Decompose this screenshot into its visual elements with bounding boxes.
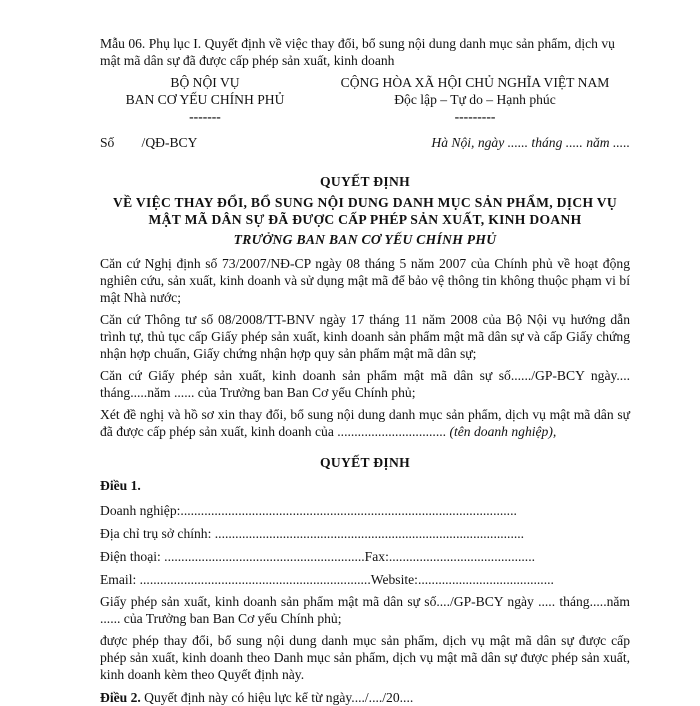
decision-heading: QUYẾT ĐỊNH — [320, 455, 410, 470]
article-2-text: Quyết định này có hiệu lực kể từ ngày..../..../20.... — [140, 690, 414, 705]
request-text: Xét đề nghị và hồ sơ xin thay đổi, bổ sung nội dung danh mục sản phẩm, dịch vụ mật mã dân sự đã được cấp phép sản xuất, kinh doanh của ................................ — [100, 407, 630, 439]
reference-row — [100, 134, 630, 151]
legal-basis-3: Căn cứ Giấy phép sản xuất, kinh doanh sản phẩm mật mã dân sự số....../GP-BCY ngày.... tháng.....năm ...... của Trưởng ban Ban Cơ yếu Chính phủ; — [100, 368, 630, 400]
enterprise-field: Doanh nghiệp:................................................................................................... — [100, 503, 517, 518]
license-paragraph: Giấy phép sản xuất, kinh doanh sản phẩm mật mã dân sự số..../GP-BCY ngày ..... tháng.....năm ...... của Trưởng ban Ban Cơ yếu Chính phủ; — [100, 594, 630, 626]
article-2 — [100, 689, 630, 706]
ministry-name: BỘ NỘI VỤ — [170, 75, 240, 90]
national-motto: Độc lập – Tự do – Hạnh phúc — [394, 92, 556, 107]
form-caption: Mẫu 06. Phụ lục I. Quyết định về việc thay đổi, bổ sung nội dung danh mục sản phẩm, dịch vụ mật mã dân sự đã được cấp phép sản xuất, kinh doanh — [100, 36, 615, 68]
issuing-authority: TRƯỞNG BAN BAN CƠ YẾU CHÍNH PHỦ — [233, 232, 497, 247]
article-1-label: Điều 1. — [100, 478, 141, 493]
national-divider: --------- — [454, 109, 496, 124]
decision-title: QUYẾT ĐỊNH — [320, 174, 410, 189]
document-header — [100, 74, 630, 125]
request-paragraph — [100, 406, 630, 440]
issuer-divider: ------- — [189, 109, 221, 124]
email-website-field: Email: ....................................................................Website:........................................ — [100, 572, 554, 587]
address-field: Địa chỉ trụ sở chính: ........................................................................................... — [100, 526, 525, 541]
place-date: Hà Nội, ngày ...... tháng ..... năm ..... — [431, 135, 630, 150]
legal-basis-2: Căn cứ Thông tư số 08/2008/TT-BNV ngày 17 tháng 11 năm 2008 của Bộ Nội vụ hướng dẫn trình tự, thủ tục cấp Giấy phép sản xuất, kinh doanh sản phẩm mật mã dân sự và cấp Giấy chứng nhận hợp chuẩn, Giấy chứng nhận hợp quy sản phẩm mật mã dân sự; — [100, 312, 630, 361]
decision-document — [100, 35, 630, 706]
issuer-block — [100, 74, 310, 125]
enterprise-placeholder: (tên doanh nghiệp), — [449, 424, 557, 439]
agency-name: BAN CƠ YẾU CHÍNH PHỦ — [125, 92, 285, 107]
decision-subject: VỀ VIỆC THAY ĐỔI, BỔ SUNG NỘI DUNG DANH MỤC SẢN PHẨM, DỊCH VỤ MẬT MÃ DÂN SỰ ĐÃ ĐƯỢC CẤP PHÉP SẢN XUẤT, KINH DOANH — [112, 195, 618, 227]
article-2-label: Điều 2. — [100, 690, 141, 705]
legal-basis-1: Căn cứ Nghị định số 73/2007/NĐ-CP ngày 08 tháng 5 năm 2007 của Chính phủ về hoạt động nghiên cứu, sản xuất, kinh doanh và sử dụng mật mã để bảo vệ thông tin không thuộc phạm vi bí mật Nhà nước; — [100, 256, 630, 305]
country-name: CỘNG HÒA XÃ HỘI CHỦ NGHĨA VIỆT NAM — [340, 75, 610, 90]
national-block — [320, 74, 630, 125]
phone-fax-field: Điện thoại: ...........................................................Fax:........................................... — [100, 549, 535, 564]
permission-paragraph: được phép thay đổi, bổ sung nội dung danh mục sản phẩm, dịch vụ mật mã dân sự được cấp phép sản xuất, kinh doanh theo Danh mục sản phẩm, dịch vụ mật mã dân sự được phép sản xuất, kinh doanh kèm theo Quyết định này. — [100, 633, 630, 682]
document-number: Số /QĐ-BCY — [100, 135, 198, 150]
